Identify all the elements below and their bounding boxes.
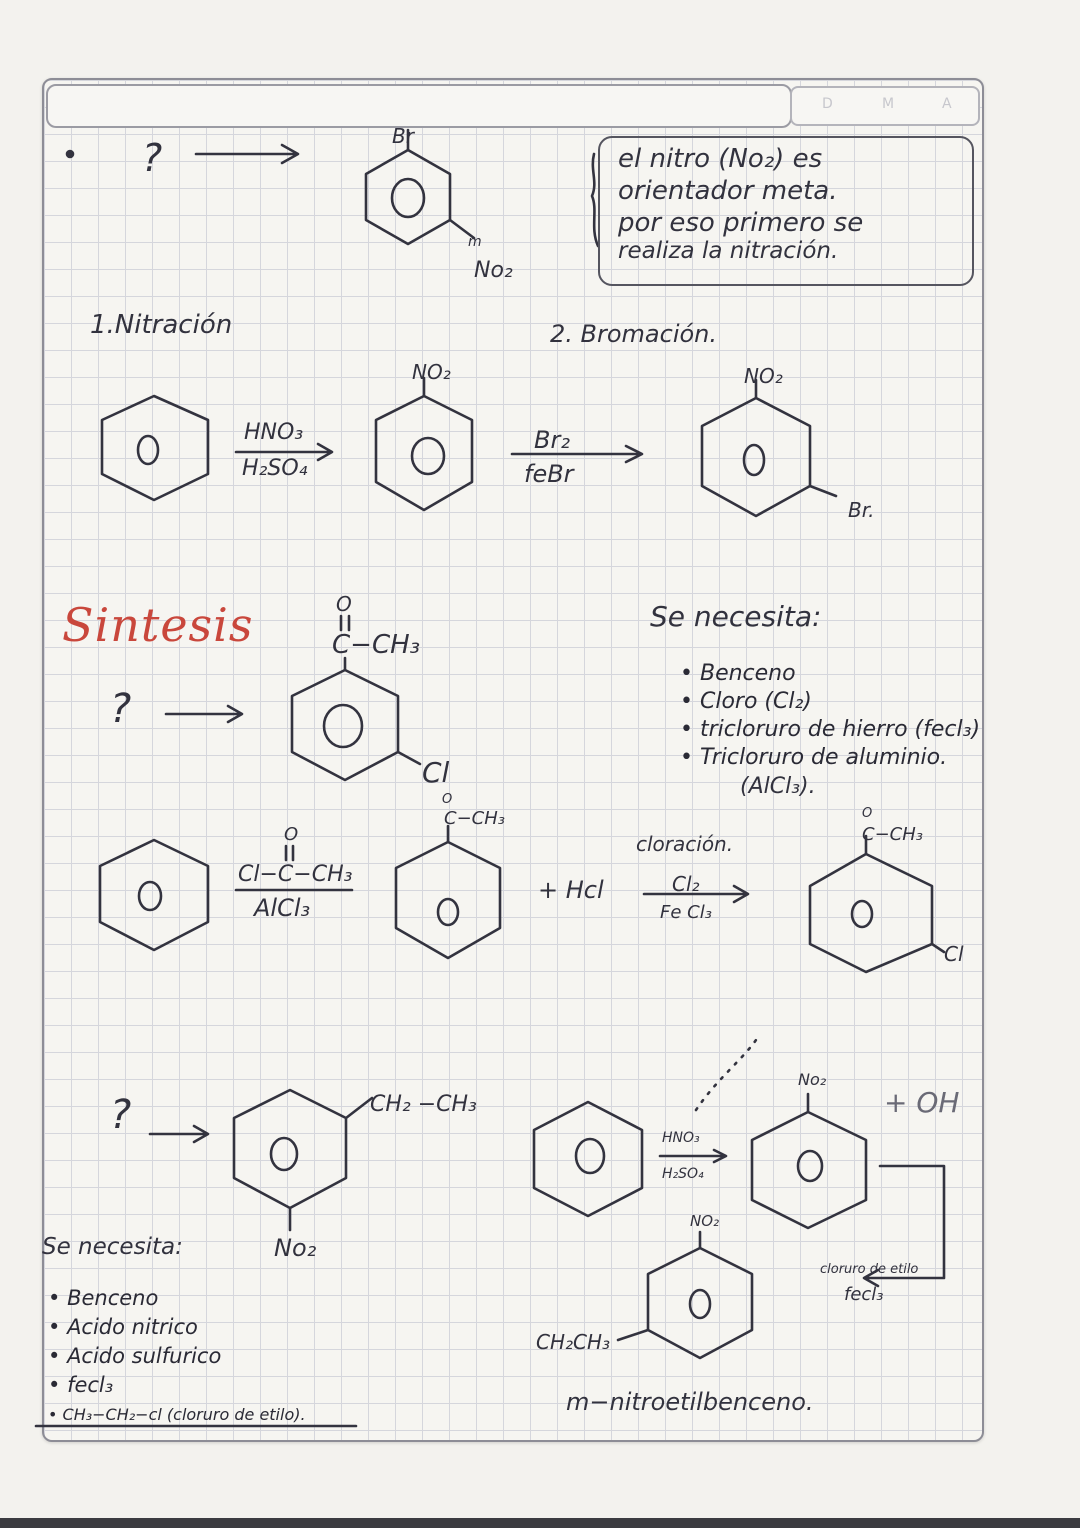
- double-bond: [341, 616, 349, 630]
- arrow-icon: [166, 706, 242, 722]
- list-item: • CH₃−CH₂−cl (cloruro de etilo).: [48, 1405, 306, 1424]
- bullet-dot: [67, 151, 73, 157]
- reagent-label: Br₂: [534, 426, 570, 454]
- aromatic-circle: [138, 436, 158, 464]
- reagent-label: Cl−C−CH₃: [238, 862, 353, 887]
- carbonyl-oxygen: O: [862, 806, 873, 821]
- benzene-ring-intermediate: [376, 396, 472, 510]
- aromatic-circle: [324, 705, 362, 747]
- question-mark: ?: [110, 686, 132, 732]
- aromatic-circle: [392, 179, 424, 217]
- acyl-group: C−CH₃: [332, 630, 421, 660]
- product-name: m−nitroetilbenceno.: [566, 1388, 814, 1416]
- step-label: 1.Nitración: [90, 310, 233, 340]
- reagent-label: H₂SO₄: [662, 1166, 704, 1182]
- aromatic-circle: [744, 445, 764, 475]
- substituent-label: No₂: [474, 258, 513, 283]
- double-bond: [286, 846, 293, 860]
- bond-line: [810, 486, 836, 496]
- needs-list: [680, 660, 980, 772]
- list-item: • Tricloruro de aluminio.: [680, 745, 948, 770]
- byproduct-label: + Hcl: [538, 876, 604, 904]
- dotted-curve: [696, 1040, 756, 1110]
- list-item: • Cloro (Cl₂): [680, 689, 812, 714]
- reagent-label: fecl₃: [844, 1284, 884, 1305]
- bond-line: [346, 1098, 372, 1118]
- benzene-ring-target: [366, 150, 450, 244]
- question-mark: ?: [110, 1092, 132, 1138]
- meta-mark: m: [468, 234, 482, 250]
- byproduct-label: + OH: [884, 1086, 960, 1119]
- benzene-ring-target: [234, 1090, 346, 1208]
- bond-line: [618, 1330, 648, 1340]
- substituent-label: Cl: [422, 756, 450, 789]
- bond-line: [398, 752, 420, 764]
- substituent-label: CH₂CH₃: [536, 1330, 611, 1354]
- substituent-label: NO₂: [690, 1212, 720, 1230]
- substituent-label: Br: [392, 124, 414, 148]
- reagent-label: AlCl₃: [254, 894, 311, 922]
- reagent-label: feBr: [524, 460, 574, 488]
- benzene-ring-product: [702, 398, 810, 516]
- section-title: Sintesis: [62, 598, 254, 652]
- step-label: cloración.: [636, 832, 734, 856]
- benzene-ring-start: [102, 396, 208, 500]
- substituent-label: Br.: [848, 498, 875, 522]
- aromatic-circle: [576, 1139, 604, 1173]
- list-item: • tricloruro de hierro (fecl₃): [680, 717, 981, 742]
- benzene-ring-target: [292, 670, 398, 780]
- reagent-label: cloruro de etilo: [820, 1262, 919, 1277]
- aromatic-circle: [271, 1138, 297, 1170]
- note-line: por eso primero se: [618, 208, 864, 238]
- substituent-label: No₂: [798, 1070, 827, 1089]
- carbonyl-oxygen: O: [284, 824, 299, 845]
- header-tab-letter: A: [942, 96, 952, 112]
- question-mark: ?: [142, 136, 163, 180]
- bond-line: [932, 944, 944, 952]
- substituent-label: NO₂: [412, 360, 451, 384]
- benzene-ring-start: [100, 840, 208, 950]
- aromatic-circle: [438, 899, 458, 925]
- aromatic-circle: [412, 438, 444, 474]
- substituent-label: No₂: [274, 1234, 317, 1262]
- list-item: • Acido nitrico: [48, 1315, 198, 1339]
- reagent-label: Cl₂: [672, 872, 700, 896]
- step-label: 2. Bromación.: [550, 320, 718, 348]
- carbonyl-oxygen: O: [442, 792, 453, 807]
- aromatic-circle: [852, 901, 872, 927]
- reagent-label: HNO₃: [662, 1130, 700, 1146]
- list-item: • Acido sulfurico: [48, 1344, 222, 1368]
- reagent-label: Fe Cl₃: [660, 902, 712, 923]
- arrow-icon: [660, 1150, 726, 1162]
- aromatic-circle: [690, 1290, 710, 1318]
- list-item: • Benceno: [48, 1286, 159, 1310]
- list-item: • Benceno: [680, 661, 796, 686]
- needs-title: Se necesita:: [650, 600, 822, 633]
- benzene-ring-product: [648, 1248, 752, 1358]
- benzene-ring-start: [534, 1102, 642, 1216]
- benzene-ring-intermediate: [752, 1112, 866, 1228]
- note-line: el nitro (No₂) es: [618, 144, 823, 174]
- header-tab-letter: M: [882, 96, 895, 112]
- note-line: orientador meta.: [618, 176, 838, 206]
- arrow-icon: [196, 145, 298, 163]
- carbonyl-oxygen: O: [336, 592, 352, 616]
- substituent-label: CH₂ −CH₃: [370, 1092, 477, 1117]
- needs-list: [48, 1284, 306, 1429]
- substituent-label: NO₂: [744, 364, 783, 388]
- needs-title: Se necesita:: [42, 1234, 183, 1260]
- aromatic-circle: [798, 1151, 822, 1181]
- needs-extra: (AlCl₃).: [740, 774, 816, 799]
- aromatic-circle: [139, 882, 161, 910]
- arrow-icon: [150, 1126, 208, 1142]
- reagent-label: H₂SO₄: [242, 456, 308, 481]
- acyl-group: C−CH₃: [862, 824, 923, 845]
- list-item: • fecl₃: [48, 1373, 114, 1397]
- note-line: realiza la nitración.: [618, 238, 839, 264]
- reagent-label: HNO₃: [244, 420, 304, 445]
- substituent-label: Cl: [944, 942, 964, 966]
- acyl-group: C−CH₃: [444, 808, 505, 829]
- header-tab-letter: D: [822, 96, 833, 112]
